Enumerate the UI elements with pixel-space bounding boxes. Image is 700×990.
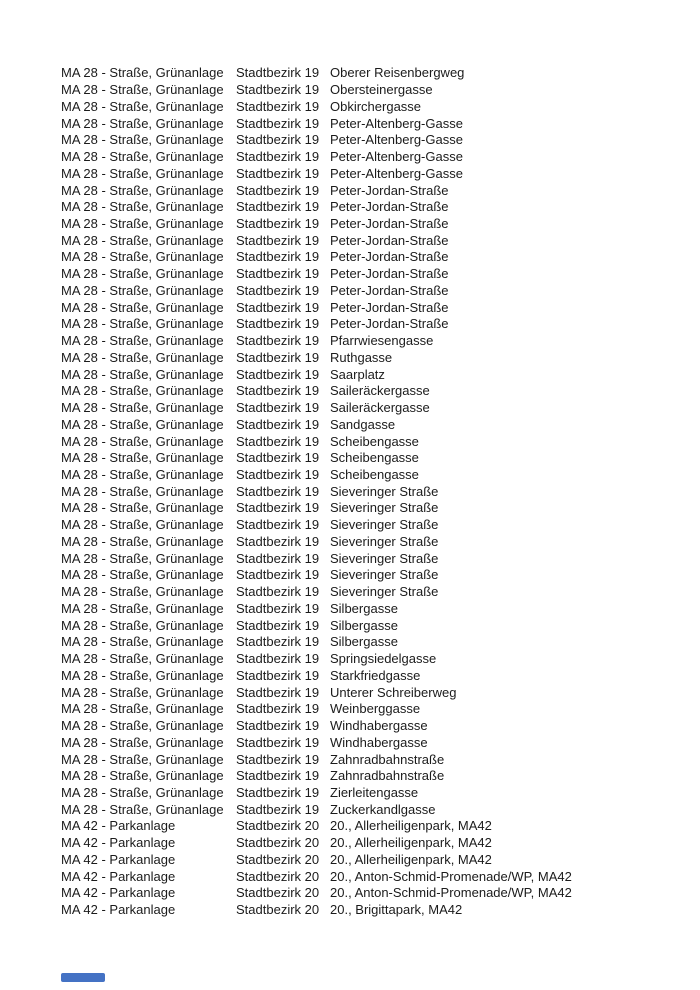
cell-location: Oberer Reisenbergweg (330, 65, 465, 81)
cell-location: Silbergasse (330, 617, 398, 633)
cell-location: Silbergasse (330, 634, 398, 650)
cell-district: Stadtbezirk 20 (236, 902, 320, 918)
cell-district: Stadtbezirk 19 (236, 249, 320, 265)
cell-department: MA 28 - Straße, Grünanlage (61, 333, 224, 349)
table-row (61, 300, 572, 317)
cell-department: MA 28 - Straße, Grünanlage (61, 82, 224, 98)
cell-department: MA 42 - Parkanlage (61, 902, 176, 918)
cell-department: MA 28 - Straße, Grünanlage (61, 500, 224, 516)
cell-department: MA 28 - Straße, Grünanlage (61, 299, 224, 315)
table-row (61, 818, 572, 835)
cell-location: 20., Allerheiligenpark, MA42 (330, 835, 492, 851)
cell-district: Stadtbezirk 19 (236, 584, 320, 600)
cell-department: MA 28 - Straße, Grünanlage (61, 684, 224, 700)
cell-location: Peter-Jordan-Straße (330, 249, 449, 265)
cell-department: MA 28 - Straße, Grünanlage (61, 751, 224, 767)
table-row (61, 835, 572, 852)
cell-location: Zuckerkandlgasse (330, 801, 436, 817)
cell-location: Windhabergasse (330, 734, 428, 750)
cell-location: Sieveringer Straße (330, 584, 439, 600)
table-row (61, 785, 572, 802)
table-row (61, 701, 572, 718)
table-row (61, 400, 572, 417)
table-row (61, 500, 572, 517)
cell-location: Saileräckergasse (330, 383, 430, 399)
cell-department: MA 42 - Parkanlage (61, 885, 176, 901)
cell-department: MA 28 - Straße, Grünanlage (61, 232, 224, 248)
cell-department: MA 28 - Straße, Grünanlage (61, 533, 224, 549)
cell-district: Stadtbezirk 19 (236, 467, 320, 483)
cell-location: 20., Anton-Schmid-Promenade/WP, MA42 (330, 868, 572, 884)
cell-district: Stadtbezirk 19 (236, 82, 320, 98)
cell-department: MA 28 - Straße, Grünanlage (61, 149, 224, 165)
cell-department: MA 28 - Straße, Grünanlage (61, 199, 224, 215)
cell-district: Stadtbezirk 19 (236, 517, 320, 533)
table-row (61, 116, 572, 133)
cell-location: Peter-Jordan-Straße (330, 216, 449, 231)
cell-department: MA 28 - Straße, Grünanlage (61, 216, 224, 231)
cell-district: Stadtbezirk 19 (236, 734, 320, 750)
cell-location: 20., Brigittapark, MA42 (330, 902, 463, 918)
cell-district: Stadtbezirk 19 (236, 333, 320, 349)
cell-location: Unterer Schreiberweg (330, 684, 457, 700)
cell-location: Peter-Jordan-Straße (330, 232, 449, 248)
table-row (61, 132, 572, 149)
cell-location: Peter-Jordan-Straße (330, 316, 449, 332)
cell-district: Stadtbezirk 19 (236, 216, 320, 231)
cell-location: Silbergasse (330, 600, 398, 616)
cell-department: MA 28 - Straße, Grünanlage (61, 634, 224, 650)
cell-location: Weinberggasse (330, 701, 421, 717)
cell-department: MA 28 - Straße, Grünanlage (61, 182, 224, 198)
cell-location: Scheibengasse (330, 450, 419, 466)
table-row (61, 768, 572, 785)
cell-district: Stadtbezirk 19 (236, 232, 320, 248)
table-row (61, 149, 572, 166)
table-row (61, 902, 572, 919)
cell-district: Stadtbezirk 19 (236, 316, 320, 332)
table-row (61, 316, 572, 333)
cell-department: MA 28 - Straße, Grünanlage (61, 400, 224, 416)
cell-district: Stadtbezirk 19 (236, 768, 320, 784)
cell-district: Stadtbezirk 19 (236, 132, 320, 148)
table-row (61, 450, 572, 467)
cell-district: Stadtbezirk 19 (236, 433, 320, 449)
table-row (61, 249, 572, 266)
cell-department: MA 28 - Straße, Grünanlage (61, 701, 224, 717)
table-row (61, 216, 572, 233)
cell-district: Stadtbezirk 19 (236, 801, 320, 817)
cell-department: MA 28 - Straße, Grünanlage (61, 366, 224, 382)
table-row (61, 417, 572, 434)
cell-location: Sieveringer Straße (330, 550, 439, 566)
cell-district: Stadtbezirk 19 (236, 684, 320, 700)
cell-district: Stadtbezirk 19 (236, 65, 320, 81)
cell-district: Stadtbezirk 19 (236, 165, 320, 181)
cell-location: Starkfriedgasse (330, 667, 421, 683)
table-row (61, 183, 572, 200)
cell-location: Peter-Jordan-Straße (330, 299, 449, 315)
table-row (61, 367, 572, 384)
cell-department: MA 28 - Straße, Grünanlage (61, 433, 224, 449)
cell-district: Stadtbezirk 19 (236, 667, 320, 683)
cell-district: Stadtbezirk 19 (236, 416, 320, 432)
cell-district: Stadtbezirk 20 (236, 818, 320, 834)
cell-district: Stadtbezirk 20 (236, 835, 320, 851)
cell-district: Stadtbezirk 19 (236, 617, 320, 633)
table-row (61, 567, 572, 584)
table-row (61, 584, 572, 601)
cell-location: 20., Anton-Schmid-Promenade/WP, MA42 (330, 885, 572, 901)
cell-location: Pfarrwiesengasse (330, 333, 434, 349)
cell-district: Stadtbezirk 19 (236, 784, 320, 800)
cell-district: Stadtbezirk 19 (236, 450, 320, 466)
cell-location: Ruthgasse (330, 349, 393, 365)
table-row (61, 752, 572, 769)
cell-department: MA 42 - Parkanlage (61, 851, 176, 867)
cell-department: MA 42 - Parkanlage (61, 835, 176, 851)
table-row (61, 601, 572, 618)
cell-district: Stadtbezirk 19 (236, 149, 320, 165)
cell-department: MA 28 - Straße, Grünanlage (61, 768, 224, 784)
table-row (61, 718, 572, 735)
cell-department: MA 28 - Straße, Grünanlage (61, 349, 224, 365)
cell-department: MA 28 - Straße, Grünanlage (61, 734, 224, 750)
table-row (61, 852, 572, 869)
table-row (61, 467, 572, 484)
cell-location: Scheibengasse (330, 433, 419, 449)
table-row (61, 551, 572, 568)
cell-district: Stadtbezirk 19 (236, 115, 320, 131)
cell-district: Stadtbezirk 19 (236, 533, 320, 549)
cell-district: Stadtbezirk 19 (236, 718, 320, 734)
cell-department: MA 28 - Straße, Grünanlage (61, 165, 224, 181)
cell-location: Windhabergasse (330, 718, 428, 734)
cell-department: MA 28 - Straße, Grünanlage (61, 249, 224, 265)
cell-department: MA 42 - Parkanlage (61, 868, 176, 884)
table-row (61, 802, 572, 819)
cell-location: Sieveringer Straße (330, 517, 439, 533)
cell-location: Peter-Jordan-Straße (330, 182, 449, 198)
cell-location: Sieveringer Straße (330, 567, 439, 583)
cell-department: MA 28 - Straße, Grünanlage (61, 383, 224, 399)
cell-department: MA 28 - Straße, Grünanlage (61, 651, 224, 667)
cell-location: 20., Allerheiligenpark, MA42 (330, 851, 492, 867)
cell-location: Peter-Jordan-Straße (330, 282, 449, 298)
cell-department: MA 28 - Straße, Grünanlage (61, 584, 224, 600)
cell-location: Saileräckergasse (330, 400, 430, 416)
cell-department: MA 28 - Straße, Grünanlage (61, 65, 224, 81)
cell-location: Obkirchergasse (330, 98, 422, 114)
table-row (61, 283, 572, 300)
cell-department: MA 28 - Straße, Grünanlage (61, 718, 224, 734)
cell-location: Sieveringer Straße (330, 483, 439, 499)
cell-location: Scheibengasse (330, 467, 419, 483)
table-row (61, 618, 572, 635)
table-row (61, 685, 572, 702)
cell-department: MA 28 - Straße, Grünanlage (61, 115, 224, 131)
cell-district: Stadtbezirk 19 (236, 651, 320, 667)
cell-district: Stadtbezirk 19 (236, 282, 320, 298)
cell-department: MA 28 - Straße, Grünanlage (61, 784, 224, 800)
cell-location: Peter-Altenberg-Gasse (330, 165, 463, 181)
table-row (61, 534, 572, 551)
table-row (61, 350, 572, 367)
cell-location: Peter-Altenberg-Gasse (330, 149, 463, 165)
table-row (61, 651, 572, 668)
cell-department: MA 28 - Straße, Grünanlage (61, 617, 224, 633)
cell-location: Zahnradbahnstraße (330, 768, 445, 784)
cell-district: Stadtbezirk 20 (236, 851, 320, 867)
cell-location: Peter-Altenberg-Gasse (330, 115, 463, 131)
table-row (61, 82, 572, 99)
cell-district: Stadtbezirk 19 (236, 600, 320, 616)
cell-district: Stadtbezirk 19 (236, 400, 320, 416)
cell-department: MA 28 - Straße, Grünanlage (61, 667, 224, 683)
cell-district: Stadtbezirk 19 (236, 299, 320, 315)
table-row (61, 166, 572, 183)
cell-district: Stadtbezirk 19 (236, 199, 320, 215)
table-row (61, 65, 572, 82)
cell-district: Stadtbezirk 19 (236, 483, 320, 499)
cell-location: 20., Allerheiligenpark, MA42 (330, 818, 492, 834)
cell-location: Peter-Jordan-Straße (330, 199, 449, 215)
cell-department: MA 28 - Straße, Grünanlage (61, 316, 224, 332)
table-row (61, 233, 572, 250)
table-row (61, 434, 572, 451)
table-row (61, 99, 572, 116)
cell-district: Stadtbezirk 19 (236, 98, 320, 114)
table-row (61, 735, 572, 752)
cell-department: MA 28 - Straße, Grünanlage (61, 450, 224, 466)
table-row (61, 885, 572, 902)
cell-department: MA 28 - Straße, Grünanlage (61, 517, 224, 533)
cell-location: Springsiedelgasse (330, 651, 437, 667)
cell-location: Zierleitengasse (330, 784, 419, 800)
cell-district: Stadtbezirk 19 (236, 634, 320, 650)
cell-location: Peter-Jordan-Straße (330, 266, 449, 282)
cell-department: MA 28 - Straße, Grünanlage (61, 801, 224, 817)
cell-department: MA 28 - Straße, Grünanlage (61, 567, 224, 583)
table-row (61, 383, 572, 400)
cell-location: Obersteinergasse (330, 82, 433, 98)
cell-district: Stadtbezirk 19 (236, 567, 320, 583)
cell-district: Stadtbezirk 19 (236, 349, 320, 365)
cell-location: Zahnradbahnstraße (330, 751, 445, 767)
cell-department: MA 28 - Straße, Grünanlage (61, 98, 224, 114)
cell-district: Stadtbezirk 19 (236, 500, 320, 516)
cell-district: Stadtbezirk 19 (236, 383, 320, 399)
table-body (61, 65, 572, 918)
table-row (61, 634, 572, 651)
street-listing-table (61, 65, 572, 918)
cell-location: Sandgasse (330, 416, 396, 432)
table-row (61, 333, 572, 350)
cell-district: Stadtbezirk 20 (236, 885, 320, 901)
cell-district: Stadtbezirk 19 (236, 550, 320, 566)
cell-district: Stadtbezirk 19 (236, 266, 320, 282)
table-row (61, 869, 572, 886)
cell-location: Peter-Altenberg-Gasse (330, 132, 463, 148)
cell-department: MA 28 - Straße, Grünanlage (61, 600, 224, 616)
cell-department: MA 28 - Straße, Grünanlage (61, 282, 224, 298)
cell-district: Stadtbezirk 19 (236, 751, 320, 767)
table-row (61, 199, 572, 216)
cell-district: Stadtbezirk 19 (236, 366, 320, 382)
cell-location: Sieveringer Straße (330, 500, 439, 516)
cell-district: Stadtbezirk 20 (236, 868, 320, 884)
cell-department: MA 28 - Straße, Grünanlage (61, 483, 224, 499)
cell-department: MA 28 - Straße, Grünanlage (61, 467, 224, 483)
cell-district: Stadtbezirk 19 (236, 701, 320, 717)
cell-department: MA 28 - Straße, Grünanlage (61, 550, 224, 566)
cell-department: MA 42 - Parkanlage (61, 818, 176, 834)
cell-location: Sieveringer Straße (330, 533, 439, 549)
cell-district: Stadtbezirk 19 (236, 182, 320, 198)
cell-location: Saarplatz (330, 366, 385, 382)
table-row (61, 266, 572, 283)
table-row (61, 668, 572, 685)
cell-department: MA 28 - Straße, Grünanlage (61, 266, 224, 282)
footer-accent-bar (61, 973, 105, 982)
table-row (61, 484, 572, 501)
table-row (61, 517, 572, 534)
cell-department: MA 28 - Straße, Grünanlage (61, 132, 224, 148)
cell-department: MA 28 - Straße, Grünanlage (61, 416, 224, 432)
